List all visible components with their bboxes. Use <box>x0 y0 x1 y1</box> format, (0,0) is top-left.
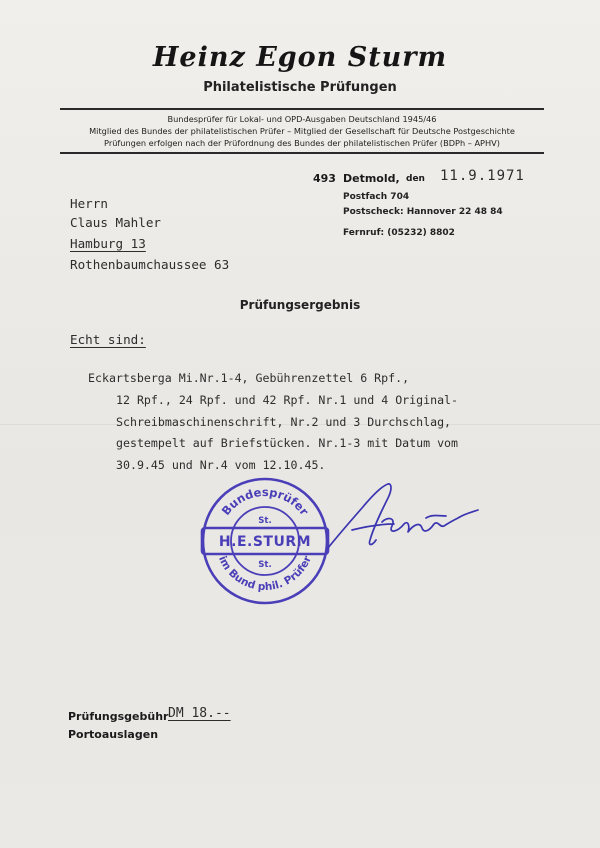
letterhead-rule-top <box>60 108 544 110</box>
sender-postscheck: Postscheck: Hannover 22 48 84 <box>343 207 503 217</box>
sender-fernruf: Fernruf: (05232) 8802 <box>343 228 455 238</box>
result-line: Eckartsberga Mi.Nr.1-4, Gebührenzettel 6 Rpf., <box>88 371 410 385</box>
sender-city: Detmold, <box>343 172 400 185</box>
postage-label: Portoauslagen <box>68 728 159 741</box>
result-line: 30.9.45 und Nr.4 vom 12.10.45. <box>116 458 326 473</box>
result-line: 12 Rpf., 24 Rpf. und 42 Rpf. Nr.1 und 4 Original- <box>116 392 459 407</box>
stamp-st-bottom: St. <box>258 560 272 570</box>
letterhead-note: Mitglied des Bundes der philatelistischen Prüfer – Mitglied der Gesellschaft für Deutsche Postgeschichte <box>89 126 515 136</box>
result-line: Schreibmaschinenschrift, Nr.2 und 3 Durchschlag, <box>116 414 452 429</box>
letterhead-note: Prüfungen erfolgen nach der Prüfordnung des Bundes der philatelistischen Prüfer (BDPh – APHV) <box>104 138 500 148</box>
svg-text:Bundesprüfer <box>219 485 312 518</box>
sender-den-label: den <box>406 174 425 184</box>
fee-value: DM 18.-- <box>168 706 231 721</box>
sender-postcode: 493 <box>313 172 336 185</box>
handwritten-signature <box>322 478 484 558</box>
fee-label: Prüfungsgebühr <box>68 710 169 723</box>
stamp-bottom-text: im Bund phil. Prüfer <box>216 554 314 594</box>
result-line: gestempelt auf Briefstücken. Nr.1-3 mit Datum vom <box>116 436 459 451</box>
examination-result-text <box>88 368 558 477</box>
recipient-name: Claus Mahler <box>70 215 161 230</box>
letterhead-notes <box>60 113 544 149</box>
recipient-city: Hamburg 13 <box>70 236 146 251</box>
recipient-salutation: Herrn <box>70 196 108 211</box>
letterhead-subtitle: Philatelistische Prüfungen <box>203 80 397 95</box>
stamp-st-top: St. <box>258 516 272 526</box>
letter-date: 11.9.1971 <box>440 168 525 184</box>
document-title: Prüfungsergebnis <box>239 298 361 312</box>
letterhead-name: Heinz Egon Sturm <box>152 42 448 73</box>
examiner-stamp <box>200 476 330 606</box>
recipient-street: Rothenbaumchaussee 63 <box>70 257 230 272</box>
sender-postfach: Postfach 704 <box>343 192 410 202</box>
genuine-heading: Echt sind: <box>70 332 146 347</box>
letterhead-rule-bottom <box>60 152 544 154</box>
stamp-top-text: Bundesprüfer <box>218 484 312 518</box>
stamp-center-name: H.E.STURM <box>218 534 312 550</box>
letterhead-note: Bundesprüfer für Lokal- und OPD-Ausgaben Deutschland 1945/46 <box>167 114 437 124</box>
